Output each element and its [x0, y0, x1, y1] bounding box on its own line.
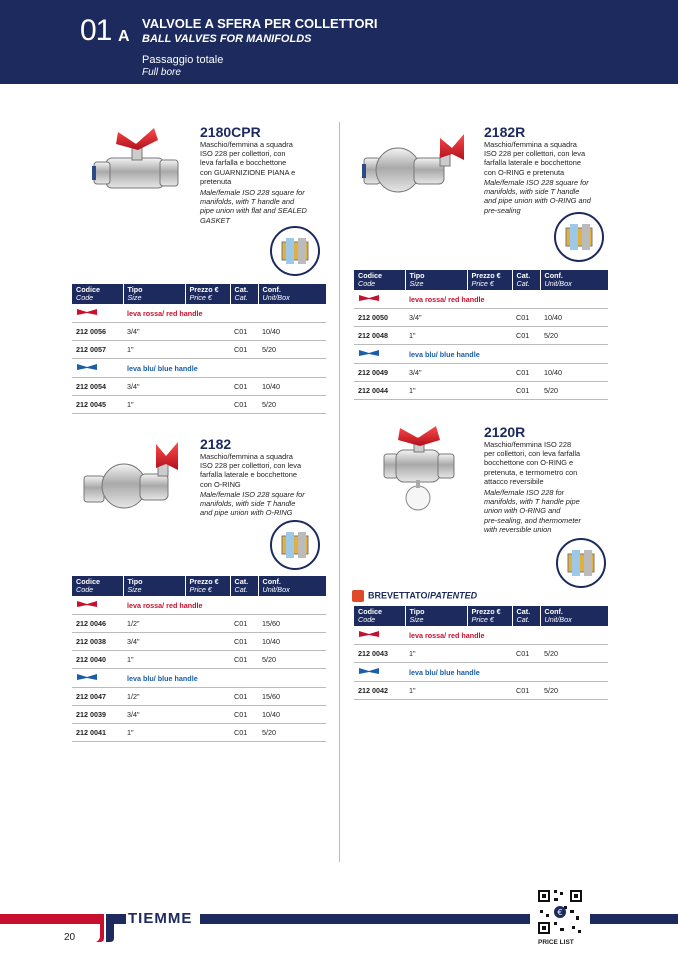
col-code: Codice Code — [354, 270, 405, 290]
table-row: 212 0048 1" C01 5/20 — [354, 327, 608, 345]
table-row: 212 0047 1/2" C01 15/60 — [72, 688, 326, 706]
blue-handle-row — [354, 663, 608, 682]
table-header — [72, 284, 326, 304]
desc-line: union with O-RING and — [484, 506, 561, 516]
column-divider — [339, 122, 340, 862]
desc-line: pipe union with flat and SEALED — [200, 206, 307, 216]
brand-logo: TIEMME — [128, 910, 193, 927]
desc-line: bocchettone con O-RING e — [484, 458, 574, 468]
col-cat: Cat. Cat. — [230, 284, 258, 304]
product-desc-it-2180cpr — [200, 140, 295, 186]
chapter-number: 01 — [80, 14, 112, 47]
desc-line: Maschio/femmina a squadra — [200, 140, 293, 149]
red-handle-row — [354, 290, 608, 309]
desc-line: attacco reversibile — [484, 476, 544, 486]
table-row: 212 0042 1" C01 5/20 — [354, 682, 608, 700]
product-desc-en-2182 — [200, 490, 305, 518]
blue-handle-icon — [76, 672, 98, 682]
union-detail-2182r — [554, 212, 604, 262]
price-table-2120r — [354, 606, 608, 700]
blue-handle-icon — [76, 362, 98, 372]
desc-line: Male/female ISO 228 for — [484, 488, 565, 497]
table-row: 212 0041 1" C01 5/20 — [72, 724, 326, 742]
desc-line: farfalla laterale e bocchettone — [484, 158, 581, 168]
col-size: Tipo Size — [405, 270, 467, 290]
product-code-2182: 2182 — [200, 436, 232, 452]
col-price: Prezzo € Price € — [185, 576, 230, 596]
blue-handle-row — [354, 345, 608, 364]
footer-swoosh-icon — [90, 914, 126, 944]
desc-line: Maschio/femmina a squadra — [484, 140, 577, 149]
footer-red-bar — [0, 914, 100, 924]
table-row: 212 0039 3/4" C01 10/40 — [72, 706, 326, 724]
product-desc-en-2182r — [484, 178, 591, 215]
red-handle-icon — [358, 293, 380, 303]
col-price: Prezzo € Price € — [467, 270, 512, 290]
header-title-it: VALVOLE A SFERA PER COLLETTORI — [142, 16, 378, 31]
col-conf: Conf. Unit/Box — [258, 576, 326, 596]
col-size: Tipo Size — [123, 284, 185, 304]
desc-line: Male/female ISO 228 square for — [484, 178, 589, 187]
chapter-letter: A — [118, 28, 130, 45]
desc-line: and pipe union with O-RING and — [484, 196, 591, 206]
table-header — [354, 270, 608, 290]
table-header — [354, 606, 608, 626]
product-desc-it-2120r — [484, 440, 580, 486]
patented-badge: BREVETTATO/PATENTED — [352, 590, 477, 602]
desc-line: manifolds, with side T handle — [484, 187, 580, 197]
desc-line: Maschio/femmina ISO 228 — [484, 440, 572, 449]
desc-line: manifolds, with T handle pipe — [484, 497, 580, 507]
qr-code-icon[interactable] — [536, 888, 584, 936]
product-desc-en-2180cpr — [200, 188, 307, 225]
header-subtitle-en: Full bore — [142, 67, 181, 78]
product-desc-en-2120r — [484, 488, 581, 534]
table-row: 212 0046 1/2" C01 15/60 — [72, 615, 326, 633]
valve-2182r-image — [360, 124, 470, 204]
desc-line: Male/female ISO 228 square for — [200, 490, 305, 499]
red-handle-icon — [76, 307, 98, 317]
red-handle-row — [354, 626, 608, 645]
header-subtitle-it: Passaggio totale — [142, 54, 224, 66]
table-header — [72, 576, 326, 596]
svg-text:€: € — [557, 908, 563, 917]
product-desc-it-2182 — [200, 452, 301, 489]
desc-line: leva farfalla e bocchettone — [200, 158, 287, 168]
desc-line: con GUARNIZIONE PIANA e — [200, 167, 296, 177]
col-code: Codice Code — [72, 284, 123, 304]
price-table-2182r — [354, 270, 608, 400]
blue-handle-row — [72, 359, 326, 378]
red-handle-row — [72, 304, 326, 323]
col-size: Tipo Size — [405, 606, 467, 626]
red-handle-row — [72, 596, 326, 615]
table-row: 212 0045 1" C01 5/20 — [72, 396, 326, 414]
table-row: 212 0057 1" C01 5/20 — [72, 341, 326, 359]
union-detail-2120r — [556, 538, 606, 588]
header-title-en: BALL VALVES FOR MANIFOLDS — [142, 33, 312, 45]
col-code: Codice Code — [354, 606, 405, 626]
col-cat: Cat. Cat. — [512, 270, 540, 290]
table-row: 212 0038 3/4" C01 10/40 — [72, 633, 326, 651]
desc-line: con O-RING — [200, 479, 241, 489]
red-handle-label: leva rossa/ red handle — [405, 290, 608, 309]
desc-line: GASKET — [200, 215, 230, 225]
product-code-2120r: 2120R — [484, 424, 526, 440]
desc-line: farfalla laterale e bocchettone — [200, 470, 297, 480]
desc-line: ISO 228 per collettori, con leva — [484, 149, 586, 159]
col-conf: Conf. Unit/Box — [540, 270, 608, 290]
table-row: 212 0054 3/4" C01 10/40 — [72, 378, 326, 396]
desc-line: ISO 228 per collettori, con leva — [200, 461, 302, 471]
desc-line: per collettori, con leva farfalla — [484, 449, 581, 459]
footer-blue-bar — [200, 914, 530, 924]
blue-handle-row — [72, 669, 326, 688]
table-row: 212 0043 1" C01 5/20 — [354, 645, 608, 663]
table-row: 212 0044 1" C01 5/20 — [354, 382, 608, 400]
red-handle-label: leva rossa/ red handle — [123, 304, 326, 323]
col-conf: Conf. Unit/Box — [540, 606, 608, 626]
blue-handle-icon — [358, 348, 380, 358]
union-detail-2180cpr — [270, 226, 320, 276]
col-size: Tipo Size — [123, 576, 185, 596]
blue-handle-label: leva blu/ blue handle — [123, 359, 326, 378]
desc-line: pre-sealing — [484, 205, 521, 215]
col-code: Codice Code — [72, 576, 123, 596]
price-table-2182 — [72, 576, 326, 742]
table-row: 212 0040 1" C01 5/20 — [72, 651, 326, 669]
col-price: Prezzo € Price € — [467, 606, 512, 626]
page-header — [0, 0, 678, 84]
col-conf: Conf. Unit/Box — [258, 284, 326, 304]
col-cat: Cat. Cat. — [512, 606, 540, 626]
blue-handle-icon — [358, 666, 380, 676]
desc-line: pretenuta — [200, 176, 232, 186]
red-handle-label: leva rossa/ red handle — [123, 596, 326, 615]
blue-handle-label: leva blu/ blue handle — [405, 345, 608, 364]
valve-2180cpr-image — [88, 122, 188, 200]
desc-line: Male/female ISO 228 square for — [200, 188, 305, 197]
red-handle-label: leva rossa/ red handle — [405, 626, 608, 645]
table-row: 212 0050 3/4" C01 10/40 — [354, 309, 608, 327]
red-handle-icon — [358, 629, 380, 639]
desc-line: pretenuta, e termometro con — [484, 467, 578, 477]
desc-line: manifolds, with T handle and — [200, 197, 295, 207]
desc-line: ISO 228 per collettori, con — [200, 149, 286, 159]
table-row: 212 0049 3/4" C01 10/40 — [354, 364, 608, 382]
product-desc-it-2182r — [484, 140, 585, 177]
col-price: Prezzo € Price € — [185, 284, 230, 304]
desc-line: Maschio/femmina a squadra — [200, 452, 293, 461]
desc-line: and pipe union with O-RING — [200, 508, 293, 518]
product-code-2182r: 2182R — [484, 124, 526, 140]
desc-line: with reversible union — [484, 524, 552, 534]
red-handle-icon — [76, 599, 98, 609]
desc-line: con O-RING e pretenuta — [484, 167, 565, 177]
patent-icon — [352, 590, 364, 602]
desc-line: pre-sealing, and thermometer — [484, 515, 581, 525]
valve-2182-image — [80, 436, 184, 518]
product-code-2180cpr: 2180CPR — [200, 124, 261, 140]
blue-handle-label: leva blu/ blue handle — [123, 669, 326, 688]
desc-line: manifolds, with side T handle — [200, 499, 296, 509]
footer-blue-bar-right — [590, 914, 678, 924]
price-table-2180cpr — [72, 284, 326, 414]
page-number: 20 — [64, 932, 76, 943]
valve-2120r-image — [376, 424, 472, 514]
union-detail-2182 — [270, 520, 320, 570]
blue-handle-label: leva blu/ blue handle — [405, 663, 608, 682]
qr-label: PRICE LIST — [538, 939, 574, 946]
table-row: 212 0056 3/4" C01 10/40 — [72, 323, 326, 341]
col-cat: Cat. Cat. — [230, 576, 258, 596]
